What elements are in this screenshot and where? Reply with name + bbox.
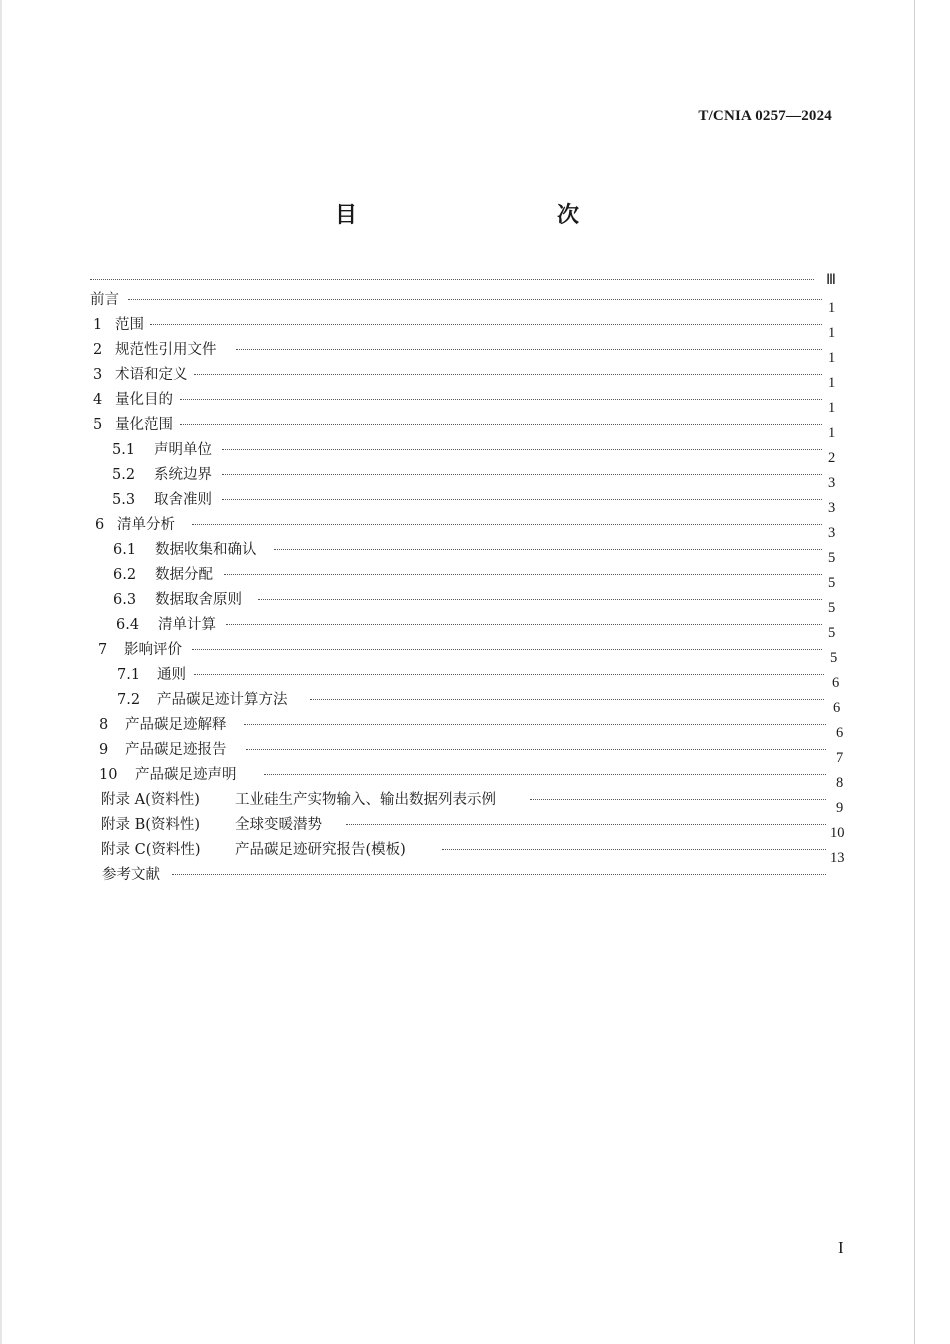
toc-entry-page: 1 bbox=[828, 350, 836, 366]
toc-entry-page: 7 bbox=[836, 750, 844, 766]
toc-entry-label: 7.2 产品碳足迹计算方法 bbox=[117, 692, 288, 708]
toc-entry[interactable] bbox=[0, 838, 914, 866]
toc-leader bbox=[180, 424, 822, 425]
toc-leader bbox=[192, 524, 822, 525]
toc-entry[interactable] bbox=[0, 413, 914, 441]
toc-leader bbox=[222, 449, 822, 450]
toc-leader bbox=[258, 599, 822, 600]
toc-entry-label: 5 量化范围 bbox=[93, 417, 173, 433]
toc-entry[interactable] bbox=[0, 538, 914, 566]
toc-leader bbox=[192, 649, 822, 650]
toc-leader bbox=[224, 574, 822, 575]
toc-leader bbox=[180, 399, 822, 400]
toc-entry[interactable] bbox=[0, 688, 914, 716]
toc-entry[interactable] bbox=[0, 863, 914, 887]
toc-leader bbox=[264, 774, 826, 775]
toc-leader bbox=[244, 724, 826, 725]
toc-entry[interactable] bbox=[0, 638, 914, 666]
toc-leader bbox=[530, 799, 826, 800]
toc-entry[interactable] bbox=[0, 713, 914, 741]
toc-entry[interactable] bbox=[0, 338, 914, 366]
toc-entry-page: 1 bbox=[828, 375, 836, 391]
toc-entry-label: 9 产品碳足迹报告 bbox=[99, 742, 227, 758]
toc-entry-page: 1 bbox=[828, 400, 836, 416]
toc-entry-label: 7.1 通则 bbox=[117, 667, 186, 683]
toc-entry[interactable] bbox=[0, 663, 914, 691]
toc-entry-page: 5 bbox=[828, 550, 836, 566]
toc-entry-label: 6.4 清单计算 bbox=[116, 617, 216, 633]
page-title: 目 次 bbox=[334, 203, 631, 228]
toc-leader bbox=[194, 674, 824, 675]
toc-entry[interactable] bbox=[0, 813, 914, 841]
toc-entry-label: 3 术语和定义 bbox=[93, 367, 188, 383]
toc-entry[interactable] bbox=[0, 763, 914, 791]
toc-entry-page: 8 bbox=[836, 775, 844, 791]
toc-entry-label: 4 量化目的 bbox=[93, 392, 173, 408]
page-number: I bbox=[838, 1238, 844, 1257]
toc-leader bbox=[150, 324, 822, 325]
toc-entry-page: 2 bbox=[828, 450, 836, 466]
toc-entry-page: 5 bbox=[828, 600, 836, 616]
toc-entry-label: 参考文献 bbox=[102, 867, 160, 883]
toc-entry-label: 10 产品碳足迹声明 bbox=[99, 767, 237, 783]
toc-leader bbox=[128, 299, 822, 300]
toc-entry-label: 附录 B(资料性) 全球变暖潜势 bbox=[101, 817, 322, 833]
page-right-edge bbox=[914, 0, 915, 1344]
toc-entry-page: 6 bbox=[832, 675, 840, 691]
toc-entry-page: 3 bbox=[828, 525, 836, 541]
toc-leader bbox=[226, 624, 822, 625]
toc-leader bbox=[222, 474, 822, 475]
toc-entry-page: 5 bbox=[828, 575, 836, 591]
toc-entry[interactable] bbox=[0, 513, 914, 541]
toc-entry-label: 5.2 系统边界 bbox=[112, 467, 212, 483]
toc-entry-label: 前言 bbox=[90, 292, 119, 308]
toc-entry-label: 6.2 数据分配 bbox=[113, 567, 213, 583]
toc-entry-label: 6.3 数据取舍原则 bbox=[113, 592, 242, 608]
toc-entry-page: 3 bbox=[828, 500, 836, 516]
toc-leader bbox=[442, 849, 826, 850]
toc-leader bbox=[236, 349, 822, 350]
toc-leader bbox=[172, 874, 826, 875]
toc-leader bbox=[274, 549, 822, 550]
toc-entry-label: 附录 C(资料性) 产品碳足迹研究报告(模板) bbox=[101, 842, 406, 858]
toc-entry-page: 6 bbox=[836, 725, 844, 741]
toc-leader bbox=[90, 279, 814, 280]
toc-entry-page: 5 bbox=[828, 625, 836, 641]
toc-entry[interactable] bbox=[0, 738, 914, 766]
toc-entry[interactable] bbox=[0, 438, 914, 466]
standard-code: T/CNIA 0257—2024 bbox=[698, 108, 832, 124]
toc-entry-label: 附录 A(资料性) 工业硅生产实物输入、输出数据列表示例 bbox=[101, 792, 496, 808]
toc-leader bbox=[346, 824, 826, 825]
toc-leader bbox=[222, 499, 822, 500]
toc-entry-label: 6.1 数据收集和确认 bbox=[113, 542, 257, 558]
toc-entry-label: 6 清单分析 bbox=[95, 517, 175, 533]
toc-entry[interactable] bbox=[0, 463, 914, 491]
toc-entry-page: 1 bbox=[828, 425, 836, 441]
toc-entry[interactable] bbox=[0, 313, 914, 341]
toc-entry[interactable] bbox=[0, 613, 914, 641]
toc-entry-page: 1 bbox=[828, 300, 836, 316]
toc-leader bbox=[246, 749, 826, 750]
toc-leader bbox=[310, 699, 824, 700]
toc-entry-page: 3 bbox=[828, 475, 836, 491]
toc-entry[interactable] bbox=[0, 488, 914, 516]
toc-entry-label: 7 影响评价 bbox=[98, 642, 182, 658]
toc-entry-label: 2 规范性引用文件 bbox=[93, 342, 217, 358]
toc-entry[interactable] bbox=[0, 388, 914, 416]
toc-entry-label: 5.1 声明单位 bbox=[112, 442, 212, 458]
toc-entry-label: 5.3 取舍准则 bbox=[112, 492, 212, 508]
toc-entry-label: 8 产品碳足迹解释 bbox=[99, 717, 227, 733]
toc-entry-label: 1 范围 bbox=[93, 317, 144, 333]
toc-entry-page: 5 bbox=[830, 650, 838, 666]
toc-entry-page: Ⅲ bbox=[826, 272, 836, 288]
toc-entry[interactable] bbox=[0, 788, 914, 816]
toc-entry[interactable] bbox=[0, 363, 914, 391]
toc-entry-page: 1 bbox=[828, 325, 836, 341]
toc-entry-page: 9 bbox=[836, 800, 844, 816]
toc-entry[interactable] bbox=[0, 563, 914, 591]
toc-leader bbox=[194, 374, 822, 375]
toc-entry-page: 10 bbox=[830, 825, 845, 841]
toc-entry[interactable] bbox=[0, 288, 914, 316]
toc-entry[interactable] bbox=[0, 588, 914, 616]
toc-entry-page: 13 bbox=[830, 850, 845, 866]
toc-entry-page: 6 bbox=[833, 700, 841, 716]
